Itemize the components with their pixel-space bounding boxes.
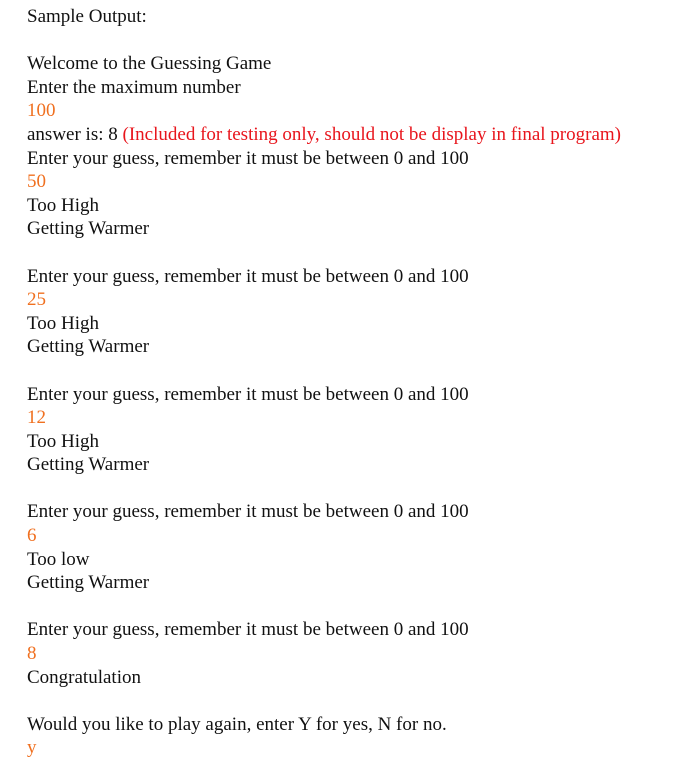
guess-input-line: 50 (27, 171, 46, 193)
welcome-line: Welcome to the Guessing Game (27, 53, 272, 75)
guess-result-line: Too High (27, 430, 100, 452)
guess-prompt-line: Enter your guess, remember it must be between 0 and 100 (27, 147, 469, 169)
guess-input-line: 25 (27, 289, 46, 311)
answer-label: answer is: 8 (27, 123, 123, 145)
blank-line (27, 29, 680, 53)
guess-prompt-line: Enter your guess, remember it must be between 0 and 100 (27, 619, 469, 641)
guess-input-line: 6 (27, 525, 37, 547)
answer-line (27, 123, 680, 147)
max-prompt-line: Enter the maximum number (27, 76, 241, 98)
answer-note: (Included for testing only, should not be display in final program) (122, 123, 621, 145)
blank-line (27, 241, 680, 265)
guess-hint-line: Getting Warmer (27, 454, 150, 476)
max-input-line: 100 (27, 100, 56, 122)
guess-result-line: Too low (27, 548, 90, 570)
guess-result-line: Congratulation (27, 666, 141, 688)
guess-hint-line: Getting Warmer (27, 336, 150, 358)
blank-line (27, 477, 680, 501)
guess-input-line: 12 (27, 407, 46, 429)
play-again-input-line: y (27, 737, 37, 759)
guess-result-line: Too High (27, 312, 100, 334)
guess-input-line: 8 (27, 643, 37, 665)
play-again-prompt-line: Would you like to play again, enter Y for yes, N for no. (27, 713, 447, 735)
blank-line (27, 359, 680, 383)
blank-line (27, 595, 680, 619)
sample-output-document (27, 0, 680, 760)
guess-prompt-line: Enter your guess, remember it must be between 0 and 100 (27, 265, 469, 287)
heading: Sample Output: (27, 6, 147, 27)
guess-prompt-line: Enter your guess, remember it must be between 0 and 100 (27, 501, 469, 523)
guess-result-line: Too High (27, 194, 100, 216)
guess-prompt-line: Enter your guess, remember it must be between 0 and 100 (27, 383, 469, 405)
guess-hint-line: Getting Warmer (27, 572, 150, 594)
guess-hint-line: Getting Warmer (27, 218, 150, 240)
blank-line (27, 689, 680, 713)
